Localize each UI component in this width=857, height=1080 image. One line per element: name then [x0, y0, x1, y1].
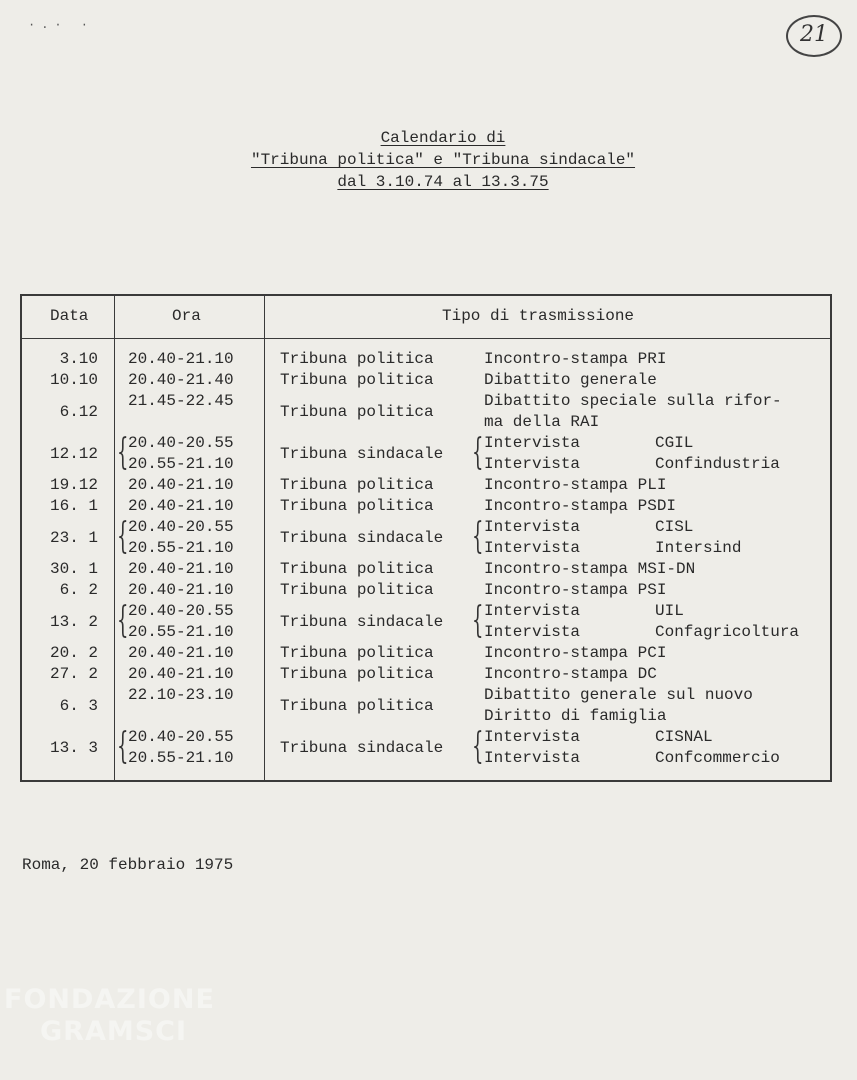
table-row: [0, 517, 857, 559]
row-detail: Intervista: [484, 434, 581, 452]
title-line-2: "Tribuna politica" e "Tribuna sindacale": [250, 151, 636, 169]
row-detail: Dibattito generale sul nuovo: [484, 686, 753, 704]
row-detail: Intervista: [484, 623, 581, 641]
row-detail: Incontro-stampa PSI: [484, 581, 667, 599]
title-line-1: Calendario di: [380, 129, 506, 147]
row-time: 20.40-20.55: [128, 602, 234, 620]
row-date: 6.12: [59, 402, 98, 421]
row-date: 23. 1: [49, 528, 98, 547]
page-number: 21: [786, 15, 842, 57]
row-type: Tribuna politica: [280, 665, 434, 683]
header-divider: [20, 338, 832, 339]
table-row: [0, 370, 857, 391]
table-row: [0, 601, 857, 643]
row-type: Tribuna sindacale: [280, 444, 444, 463]
row-time: 20.40-21.10: [128, 350, 234, 368]
row-type: Tribuna sindacale: [280, 738, 444, 757]
header-tipo: Tipo di trasmissione: [442, 307, 635, 325]
paper-specks: ·.· ·: [28, 18, 95, 32]
table-row: [0, 580, 857, 601]
row-organization: Intersind: [655, 539, 742, 557]
table-body: [0, 349, 857, 769]
row-organization: Confindustria: [655, 455, 780, 473]
row-detail: Intervista: [484, 602, 581, 620]
row-time: 20.55-21.10: [128, 455, 234, 473]
row-detail: Intervista: [484, 455, 581, 473]
row-detail: Incontro-stampa PLI: [484, 476, 667, 494]
row-time: 20.55-21.10: [128, 623, 234, 641]
row-date: 12.12: [49, 444, 98, 463]
watermark-line-1: FONDAZIONE: [4, 984, 215, 1015]
watermark-line-2: GRAMSCI: [40, 1016, 188, 1047]
row-time: 20.55-21.10: [128, 749, 234, 767]
brace-icon: {: [472, 726, 484, 767]
row-organization: Confcommercio: [655, 749, 780, 767]
brace-icon: {: [117, 516, 129, 557]
row-date: 19.12: [49, 476, 98, 494]
brace-icon: {: [117, 432, 129, 473]
row-organization: Confagricoltura: [655, 623, 800, 641]
row-detail: Incontro-stampa DC: [484, 665, 657, 683]
table-row: [0, 496, 857, 517]
table-row: [0, 559, 857, 580]
row-date: 27. 2: [49, 665, 98, 683]
header-data: Data: [50, 307, 89, 325]
row-time: 20.40-21.10: [128, 581, 234, 599]
row-date: 13. 2: [49, 612, 98, 631]
row-type: Tribuna politica: [280, 497, 434, 515]
row-detail: Dibattito generale: [484, 371, 657, 389]
row-date: 6. 2: [59, 581, 98, 599]
table-row: [0, 664, 857, 685]
row-type: Tribuna politica: [280, 644, 434, 662]
place-date: Roma, 20 febbraio 1975: [22, 856, 234, 874]
row-organization: CGIL: [655, 434, 694, 452]
row-time: 20.40-21.40: [128, 371, 234, 389]
table-row: [0, 475, 857, 496]
table-row: [0, 685, 857, 727]
row-organization: CISNAL: [655, 728, 713, 746]
row-type: Tribuna politica: [280, 581, 434, 599]
row-detail: Intervista: [484, 749, 581, 767]
row-time: 20.40-21.10: [128, 644, 234, 662]
row-time: 21.45-22.45: [128, 392, 234, 410]
table-row: [0, 643, 857, 664]
brace-icon: {: [472, 432, 484, 473]
row-date: 30. 1: [49, 560, 98, 578]
table-row: [0, 433, 857, 475]
row-type: Tribuna politica: [280, 350, 434, 368]
row-type: Tribuna sindacale: [280, 528, 444, 547]
row-time: 20.40-21.10: [128, 476, 234, 494]
row-organization: UIL: [655, 602, 684, 620]
row-type: Tribuna politica: [280, 402, 434, 421]
row-detail: Intervista: [484, 539, 581, 557]
row-detail: Dibattito speciale sulla rifor-: [484, 392, 782, 410]
row-time: 20.55-21.10: [128, 539, 234, 557]
row-detail: Intervista: [484, 728, 581, 746]
row-time: 20.40-20.55: [128, 518, 234, 536]
row-date: 6. 3: [59, 696, 98, 715]
row-detail: Intervista: [484, 518, 581, 536]
row-detail: Incontro-stampa PRI: [484, 350, 667, 368]
brace-icon: {: [117, 726, 129, 767]
brace-icon: {: [117, 600, 129, 641]
row-time: 20.40-20.55: [128, 434, 234, 452]
row-date: 20. 2: [49, 644, 98, 662]
row-type: Tribuna politica: [280, 371, 434, 389]
row-detail: ma della RAI: [484, 413, 600, 431]
row-time: 20.40-21.10: [128, 665, 234, 683]
row-type: Tribuna politica: [280, 696, 434, 715]
row-organization: CISL: [655, 518, 694, 536]
title-line-3: dal 3.10.74 al 13.3.75: [337, 173, 549, 191]
brace-icon: {: [472, 600, 484, 641]
row-detail: Incontro-stampa PCI: [484, 644, 667, 662]
table-row: [0, 391, 857, 433]
row-type: Tribuna sindacale: [280, 612, 444, 631]
row-date: 16. 1: [49, 497, 98, 515]
row-detail: Incontro-stampa PSDI: [484, 497, 677, 515]
row-type: Tribuna politica: [280, 560, 434, 578]
row-date: 10.10: [49, 371, 98, 389]
row-time: 20.40-21.10: [128, 560, 234, 578]
row-time: 20.40-20.55: [128, 728, 234, 746]
brace-icon: {: [472, 516, 484, 557]
row-type: Tribuna politica: [280, 476, 434, 494]
table-row: [0, 727, 857, 769]
row-detail: Incontro-stampa MSI-DN: [484, 560, 696, 578]
row-time: 20.40-21.10: [128, 497, 234, 515]
table-row: [0, 349, 857, 370]
row-date: 3.10: [59, 350, 98, 368]
row-date: 13. 3: [49, 738, 98, 757]
row-time: 22.10-23.10: [128, 686, 234, 704]
header-ora: Ora: [172, 307, 201, 325]
row-detail: Diritto di famiglia: [484, 707, 667, 725]
